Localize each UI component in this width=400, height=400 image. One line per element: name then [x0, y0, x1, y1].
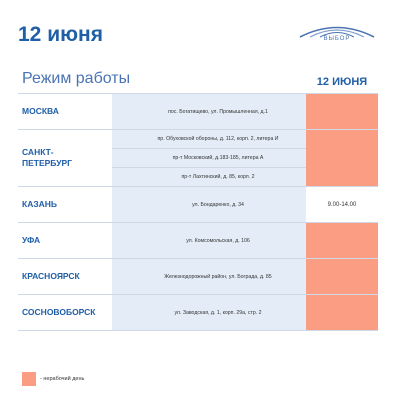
table-row — [18, 93, 378, 129]
address-text: Железнодорожный район, ул. Бограда, д. 85 — [164, 273, 272, 280]
address-cell — [112, 94, 324, 129]
address-cell — [112, 187, 324, 222]
closed-day-cell — [306, 223, 378, 258]
address-cell — [112, 259, 324, 294]
city-name: СОСНОВОБОРСК — [22, 307, 96, 318]
address-cell — [112, 223, 324, 258]
schedule-table — [18, 93, 378, 331]
city-name: КАЗАНЬ — [22, 199, 58, 210]
legend — [22, 372, 84, 386]
schedule-heading: Режим работы — [22, 70, 131, 87]
address-cell — [112, 130, 324, 186]
date-column-header: 12 ИЮНЯ — [316, 76, 368, 88]
table-row — [18, 258, 378, 294]
address-text: ул. Комсомольская, д. 106 — [186, 237, 250, 244]
brand-logo — [296, 20, 378, 48]
city-name: МОСКВА — [22, 106, 59, 117]
closed-day-cell — [306, 295, 378, 330]
page-title: 12 июня — [18, 23, 103, 46]
legend-swatch — [22, 372, 36, 386]
city-name: УФА — [22, 235, 41, 246]
city-name: САНКТ- ПЕТЕРБУРГ — [22, 147, 72, 168]
logo-text: ВЫБОР — [323, 36, 351, 42]
address-text: пр. Обуховской обороны, д. 112, корп. 2, литера И — [157, 136, 279, 142]
address-text: пр-т Лахтинский, д. 85, корп. 2 — [112, 167, 324, 186]
closed-day-cell — [306, 130, 378, 186]
address-text: ул. Заводская, д. 1, корп. 29а, стр. 2 — [174, 309, 262, 316]
table-row — [18, 222, 378, 258]
address-text: пос. Богатищево, ул. Промышленная, д.1 — [168, 108, 268, 115]
address-text: ул. Бондаренко, д. 34 — [192, 201, 244, 208]
working-hours-cell: 9.00-14.00 — [306, 187, 378, 222]
address-text: пр-т Московский, д.183-185, литера А — [112, 148, 324, 167]
address-cell — [112, 295, 324, 330]
table-row — [18, 186, 378, 222]
legend-text: - нерабочий день — [40, 376, 85, 382]
city-name: КРАСНОЯРСК — [22, 271, 80, 282]
table-row — [18, 129, 378, 186]
table-row — [18, 294, 378, 331]
closed-day-cell — [306, 259, 378, 294]
closed-day-cell — [306, 94, 378, 129]
